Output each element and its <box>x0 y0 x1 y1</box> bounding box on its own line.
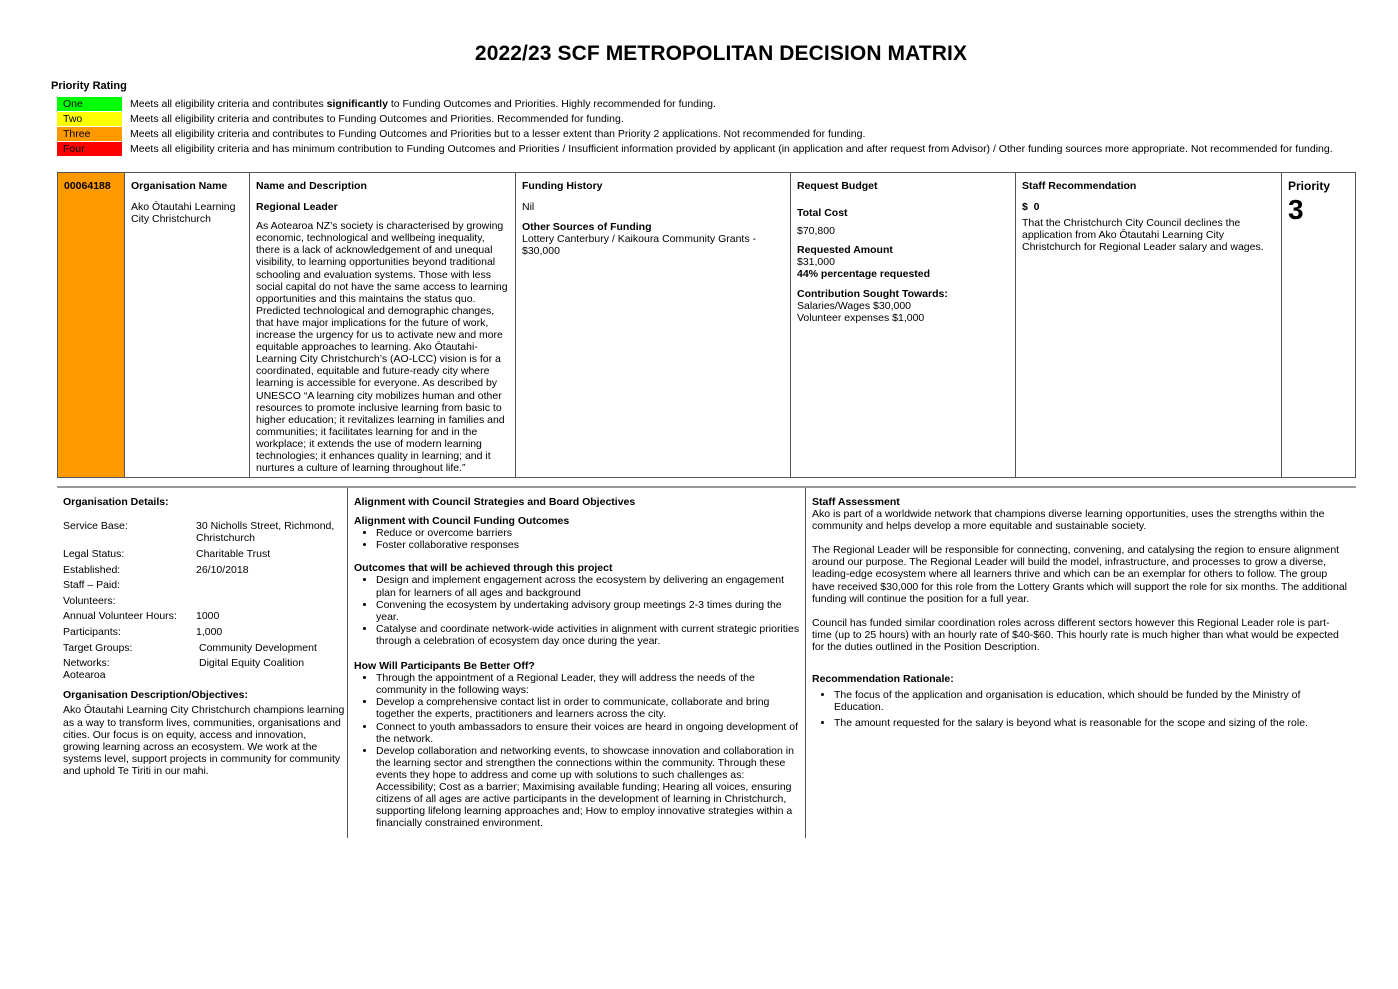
detail-label: Legal Status: <box>63 548 125 561</box>
funding-history-cell <box>516 173 791 477</box>
application-table <box>57 172 1356 478</box>
organisation-description: Ako Ōtautahi Learning City Christchurch champions learning as a way to transform lives, communities, organisations and cities. Our focus is on equity, access and innovation, growing learning across an ecosystem. We work at the systems level, support projects in community for community and uphold Te Tiriti in our mahi. <box>63 704 345 777</box>
contribution-item: Salaries/Wages $30,000 <box>797 299 912 312</box>
staff-recommendation-cell <box>1016 173 1282 477</box>
contribution-item: Volunteer expenses $1,000 <box>797 311 925 324</box>
detail-row-volunteers <box>63 595 345 611</box>
list-item: • The amount requested for the salary is beyond what is reasonable for the scope and sizing of the role. <box>834 717 1348 729</box>
priority-swatch-three: Three <box>57 127 122 141</box>
detail-label: Annual Volunteer Hours: <box>63 610 177 623</box>
detail-label: Networks: <box>63 657 110 670</box>
description-cell <box>250 173 516 477</box>
assessment-paragraph: Ako is part of a worldwide network that champions diverse learning opportunities, uses the strengths within the community and helps develop a more equitable and sustainable society. <box>812 508 1325 533</box>
funding-outcomes-list <box>354 527 800 551</box>
detail-label: Target Groups: <box>63 641 133 654</box>
detail-value: 1,000 <box>196 626 223 639</box>
alignment-heading: Alignment with Council Strategies and Board Objectives <box>354 496 636 508</box>
application-id-cell <box>58 173 125 477</box>
participants-list <box>354 672 800 829</box>
rationale-list <box>812 689 1348 729</box>
list-item: • Reduce or overcome barriers <box>376 527 800 539</box>
list-item: • Convening the ecosystem by undertaking advisory group meetings 2-3 times during the year. <box>376 599 800 623</box>
organisation-name: Ako Ōtautahi Learning City Christchurch <box>131 201 236 226</box>
detail-label: Established: <box>63 563 121 576</box>
description-header: Name and Description <box>256 180 367 192</box>
organisation-name-cell <box>125 173 250 477</box>
list-item: • Catalyse and coordinate network-wide activities in alignment with current strategic priorities through a celebration of ecosystem day once during the year. <box>376 623 800 647</box>
priority-header: Priority <box>1288 179 1331 193</box>
detail-value: 1000 <box>196 610 220 623</box>
requested-amount-label: Requested Amount <box>797 244 893 257</box>
priority-cell <box>1282 173 1355 477</box>
detail-row-target-groups <box>63 642 345 658</box>
detail-value: Digital Equity Coalition <box>199 657 305 670</box>
list-item: • Connect to youth ambassadors to ensure their voices are heard in ongoing development of the network. <box>376 721 800 745</box>
other-sources-value: Lottery Canterbury / Kaikoura Community Grants - $30,000 <box>522 233 757 258</box>
list-item: • Through the appointment of a Regional Leader, they will address the needs of the community in the following ways: <box>376 672 800 696</box>
detail-value: Community Development <box>199 641 317 654</box>
priority-legend-text-four: Meets all eligibility criteria and has minimum contribution to Funding Outcomes and Priorities / Insufficient information provided by applicant (in application and after request from Advisor) / Other funding sources more appropriate. Not recommended for funding. <box>130 143 1333 155</box>
detail-label: Volunteers: <box>63 594 116 607</box>
priority-swatch-two: Two <box>57 112 122 126</box>
priority-swatch-four: Four <box>57 142 122 156</box>
request-budget-header: Request Budget <box>797 180 878 192</box>
alignment-column <box>354 496 800 829</box>
list-item: • Develop a comprehensive contact list in order to communicate, collaborate and bring together the experts, practitioners and learners across the city. <box>376 696 800 720</box>
total-cost-value: $70,800 <box>797 225 835 238</box>
rationale-heading: Recommendation Rationale: <box>812 673 954 686</box>
funding-outcomes-heading: Alignment with Council Funding Outcomes <box>354 515 570 528</box>
details-section <box>57 486 1356 838</box>
funding-history-value: Nil <box>522 201 535 214</box>
funding-history-header: Funding History <box>522 180 603 192</box>
contribution-label: Contribution Sought Towards: <box>797 287 948 300</box>
column-divider <box>805 488 806 838</box>
organisation-details-column <box>63 496 345 777</box>
detail-row-established <box>63 564 345 580</box>
priority-rating-heading: Priority Rating <box>51 80 127 92</box>
organisation-name-header: Organisation Name <box>131 180 228 192</box>
priority-legend-text-two: Meets all eligibility criteria and contributes to Funding Outcomes and Priorities. Recommended for funding. <box>130 113 624 125</box>
other-sources-header: Other Sources of Funding <box>522 221 652 234</box>
detail-value: 26/10/2018 <box>196 563 249 576</box>
list-item: • Foster collaborative responses <box>376 539 800 551</box>
detail-row-legal-status <box>63 548 345 564</box>
list-item: • The focus of the application and organisation is education, which should be funded by the Ministry of Education. <box>834 689 1348 713</box>
networks-wrap: Aotearoa <box>63 669 106 682</box>
detail-row-participants <box>63 626 345 642</box>
priority-swatch-one: One <box>57 97 122 111</box>
organisation-description-heading: Organisation Description/Objectives: <box>63 689 248 702</box>
detail-value: 30 Nicholls Street, Richmond, Christchurch <box>196 520 335 545</box>
list-item: • Develop collaboration and networking events, to showcase innovation and collaboration in the learning sector and strengthen the connections within the community. Through these events they hope to address and come up with solutions to such challenges as: Accessibility; Cost as a barrier; Maximising available funding; Hearing all voices, ensuring citizens of all ages are active participants in the development of learning in Christchurch, supporting lifelong learning approaches and; How to employ innovative strategies within a financially constrained environment. <box>376 745 800 830</box>
assessment-paragraph: The Regional Leader will be responsible for connecting, convening, and catalysing the region to ensure alignment around our purpose. The Regional Leader will build the model, infrastructure, and processes to grow a diverse, leading-edge ecosystem where all learners thrive and which can be an exemplar for others to follow. The group have received $30,000 for this role from the Lottery Grants which will support the role for six months. The additional funding will continue the position for a full year. <box>812 544 1347 605</box>
detail-label: Participants: <box>63 626 121 639</box>
detail-label: Service Base: <box>63 520 128 533</box>
participants-heading: How Will Participants Be Better Off? <box>354 660 535 673</box>
detail-row-service-base <box>63 520 345 548</box>
priority-value: 3 <box>1288 194 1304 226</box>
staff-recommendation-header: Staff Recommendation <box>1022 180 1137 192</box>
priority-legend-text-three: Meets all eligibility criteria and contributes to Funding Outcomes and Priorities but to a lesser extent than Priority 2 applications. Not recommended for funding. <box>130 128 866 140</box>
total-cost-label: Total Cost <box>797 207 848 220</box>
application-id: 00064188 <box>64 180 111 192</box>
project-outcomes-heading: Outcomes that will be achieved through this project <box>354 562 613 575</box>
list-item: • Design and implement engagement across the ecosystem by delivering an engagement plan for learners of all ages and background <box>376 574 800 598</box>
detail-label: Staff – Paid: <box>63 579 121 592</box>
detail-row-volunteer-hours <box>63 610 345 626</box>
percentage-requested: 44% percentage requested <box>797 268 931 281</box>
request-budget-cell <box>791 173 1016 477</box>
staff-assessment-heading: Staff Assessment <box>812 496 900 508</box>
project-name: Regional Leader <box>256 201 338 214</box>
project-outcomes-list <box>354 574 800 647</box>
detail-row-staff-paid <box>63 579 345 595</box>
staff-assessment-column <box>812 496 1348 729</box>
staff-recommendation-amount: $ 0 <box>1022 201 1040 214</box>
detail-value: Charitable Trust <box>196 548 271 561</box>
assessment-paragraph: Council has funded similar coordination roles across different sectors however this Regional Leader role is part-time (up to 25 hours) with an hourly rate of $40-$60. This hourly rate is much higher than what would be expected for the duties outlined in the Position Description. <box>812 616 1339 653</box>
project-description: As Aotearoa NZ’s society is characterised by growing economic, technological and wellbeing inequality, there is a lack of acknowledgement of and unequal visibility, to learning opportunities beyond traditional schooling and evaluation systems. Those with less social capital do not have the same access to learning opportunities and this maintains the status quo. Predicted technological and demographic changes, that have major implications for the future of work, increase the urgency for us to activate new and more equitable approaches to learning. Ako Ōtautahi-Learning City Christchurch’s (AO-LCC) vision is for a coordinated, equitable and future-ready city where learning is accessible for everyone. As described by UNESCO “A learning city mobilizes human and other resources to promote inclusive learning from basic to higher education; it revitalizes learning in families and communities; it facilitates learning for and in the workplace; it extends the use of modern learning technologies; it enhances quality in learning; and it nurtures a culture of learning throughout life.” <box>256 220 508 475</box>
priority-legend-text-one: Meets all eligibility criteria and contributes significantly to Funding Outcomes and Priorities. Highly recommended for funding. <box>130 98 716 110</box>
page-title: 2022/23 SCF METROPOLITAN DECISION MATRIX <box>474 42 968 65</box>
detail-row-networks <box>63 657 345 669</box>
organisation-details-heading: Organisation Details: <box>63 496 169 508</box>
column-divider <box>347 488 348 838</box>
staff-recommendation-text: That the Christchurch City Council declines the application from Ako Ōtautahi Learning City Christchurch for Regional Leader salary and wages. <box>1022 217 1264 254</box>
requested-amount-value: $31,000 <box>797 256 835 269</box>
